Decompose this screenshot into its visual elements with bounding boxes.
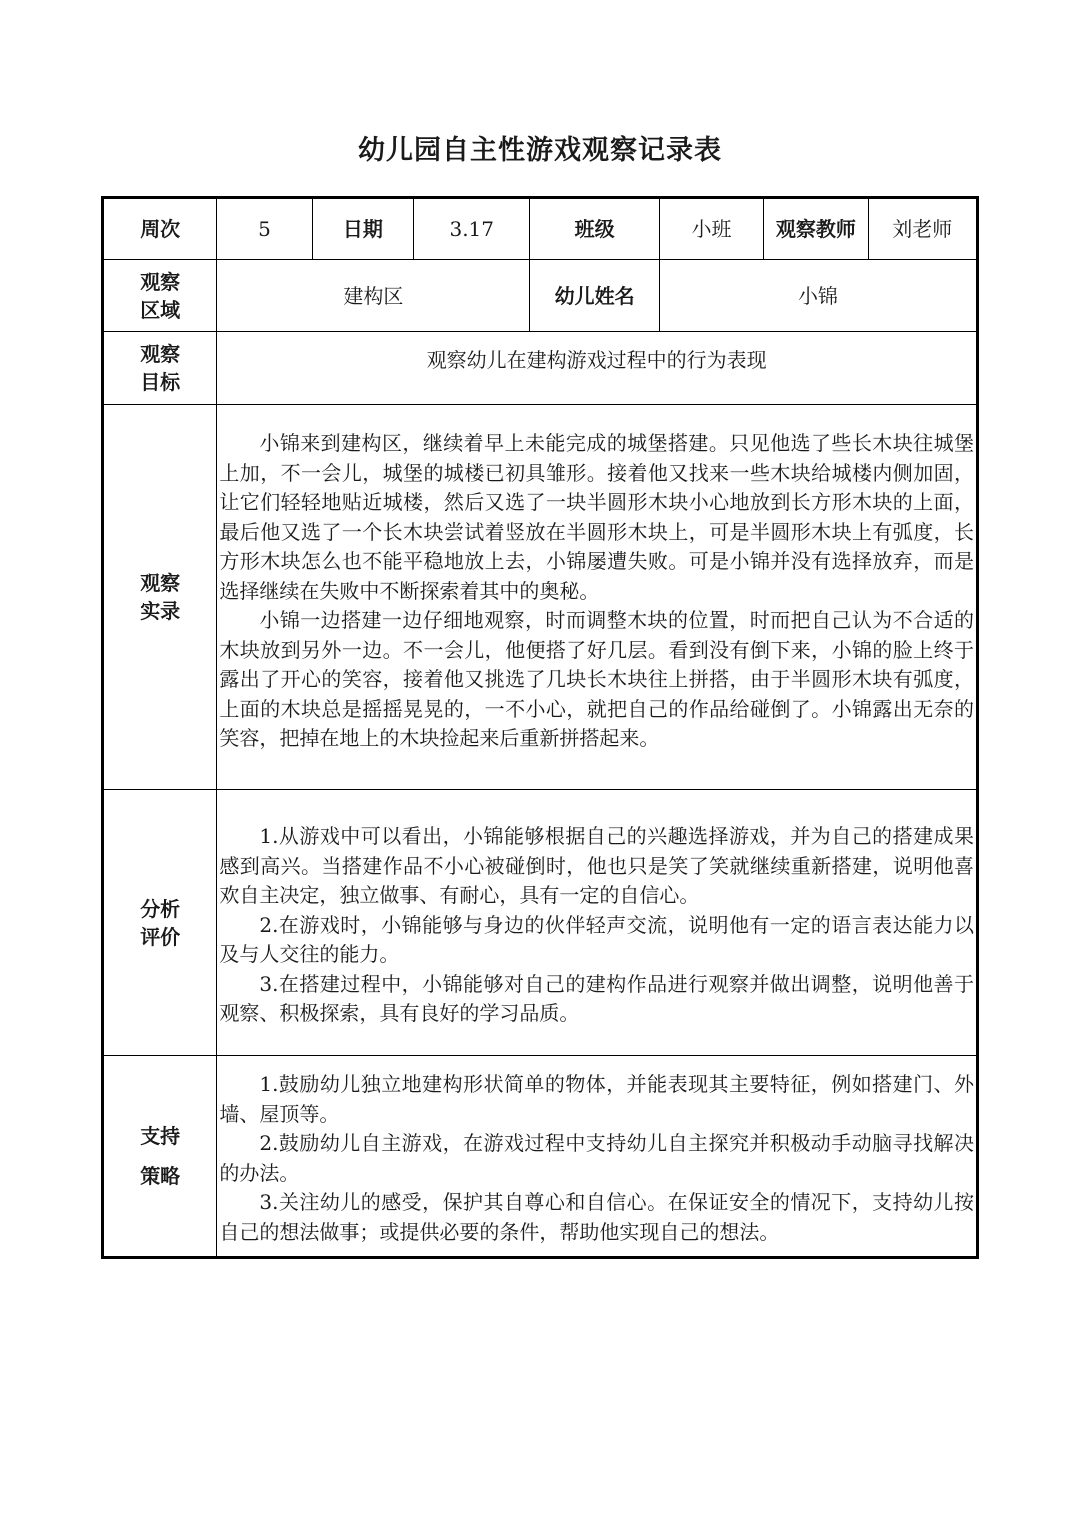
week-label: 周次 xyxy=(103,198,217,260)
support-paragraph: 1.鼓励幼儿独立地建构形状简单的物体，并能表现其主要特征，例如搭建门、外墙、屋顶等。 xyxy=(219,1072,974,1126)
record-label xyxy=(103,405,217,790)
row-support xyxy=(103,1056,978,1258)
analysis-label-line2: 评价 xyxy=(140,924,181,949)
support-label-line1: 支持 xyxy=(140,1124,181,1148)
analysis-label xyxy=(103,790,217,1056)
support-paragraph: 3.关注幼儿的感受，保护其自尊心和自信心。在保证安全的情况下，支持幼儿按自己的想法做事；或提供必要的条件，帮助他实现自己的想法。 xyxy=(219,1190,974,1244)
row-area-child xyxy=(103,260,978,332)
record-label-line2: 实录 xyxy=(140,599,181,623)
area-value: 建构区 xyxy=(217,260,530,332)
area-label-line2: 区域 xyxy=(140,297,181,322)
area-label-line1: 观察 xyxy=(140,269,181,294)
analysis-content xyxy=(217,790,978,1056)
record-paragraph: 小锦来到建构区，继续着早上未能完成的城堡搭建。只见他选了些长木块往城堡上加，不一会儿，城堡的城楼已初具雏形。接着他又找来一些木块给城楼内侧加固，让它们轻轻地贴近城楼，然后又选了一块半圆形木块小心地放到长方形木块的上面，最后他又选了一个长木块尝试着竖放在半圆形木块上，可是半圆形木块上有弧度，长方形木块怎么也不能平稳地放上去，小锦屡遭失败。可是小锦并没有选择放弃，而是选择继续在失败中不断探索着其中的奥秘。 xyxy=(219,431,974,603)
goal-label xyxy=(103,332,217,405)
date-label: 日期 xyxy=(312,198,413,260)
analysis-paragraph: 3.在搭建过程中，小锦能够对自己的建构作品进行观察并做出调整，说明他善于观察、积极探索，具有良好的学习品质。 xyxy=(219,971,974,1025)
page-title: 幼儿园自主性游戏观察记录表 xyxy=(358,135,722,166)
child-name-value: 小锦 xyxy=(659,260,977,332)
record-paragraph: 小锦一边搭建一边仔细地观察，时而调整木块的位置，时而把自己认为不合适的木块放到另外一边。不一会儿，他便搭了好几层。看到没有倒下来，小锦的脸上终于露出了开心的笑容，接着他又挑选了几块长木块往上拼搭，由于半圆形木块有弧度，上面的木块总是摇摇晃晃的，一不小心，就把自己的作品给碰倒了。小锦露出无奈的笑容，把掉在地上的木块捡起来后重新拼搭起来。 xyxy=(219,608,974,750)
class-value: 小班 xyxy=(659,198,763,260)
record-label-line1: 观察 xyxy=(140,571,181,595)
support-label-line2: 策略 xyxy=(140,1164,181,1188)
teacher-value: 刘老师 xyxy=(868,198,977,260)
row-record xyxy=(103,405,978,790)
row-basic-info xyxy=(103,198,978,260)
row-analysis xyxy=(103,790,978,1056)
record-content xyxy=(217,405,978,790)
teacher-label: 观察教师 xyxy=(764,198,868,260)
child-name-label: 幼儿姓名 xyxy=(530,260,659,332)
date-value: 3.17 xyxy=(414,198,530,260)
week-value: 5 xyxy=(217,198,312,260)
goal-value: 观察幼儿在建构游戏过程中的行为表现 xyxy=(217,332,978,405)
class-label: 班级 xyxy=(530,198,659,260)
goal-label-line2: 目标 xyxy=(140,370,181,394)
support-label xyxy=(103,1056,217,1258)
goal-label-line1: 观察 xyxy=(140,342,181,366)
support-content xyxy=(217,1056,978,1258)
analysis-paragraph: 1.从游戏中可以看出，小锦能够根据自己的兴趣选择游戏，并为自己的搭建成果感到高兴。当搭建作品不小心被碰倒时，他也只是笑了笑就继续重新搭建，说明他喜欢自主决定，独立做事、有耐心，具有一定的自信心。 xyxy=(219,824,974,907)
area-label xyxy=(103,260,217,332)
row-goal xyxy=(103,332,978,405)
observation-record-table xyxy=(101,196,979,1259)
analysis-label-line1: 分析 xyxy=(140,896,181,921)
support-paragraph: 2.鼓励幼儿自主游戏，在游戏过程中支持幼儿自主探究并积极动手动脑寻找解决的办法。 xyxy=(219,1131,974,1185)
analysis-paragraph: 2.在游戏时，小锦能够与身边的伙伴轻声交流，说明他有一定的语言表达能力以及与人交往的能力。 xyxy=(219,912,974,966)
